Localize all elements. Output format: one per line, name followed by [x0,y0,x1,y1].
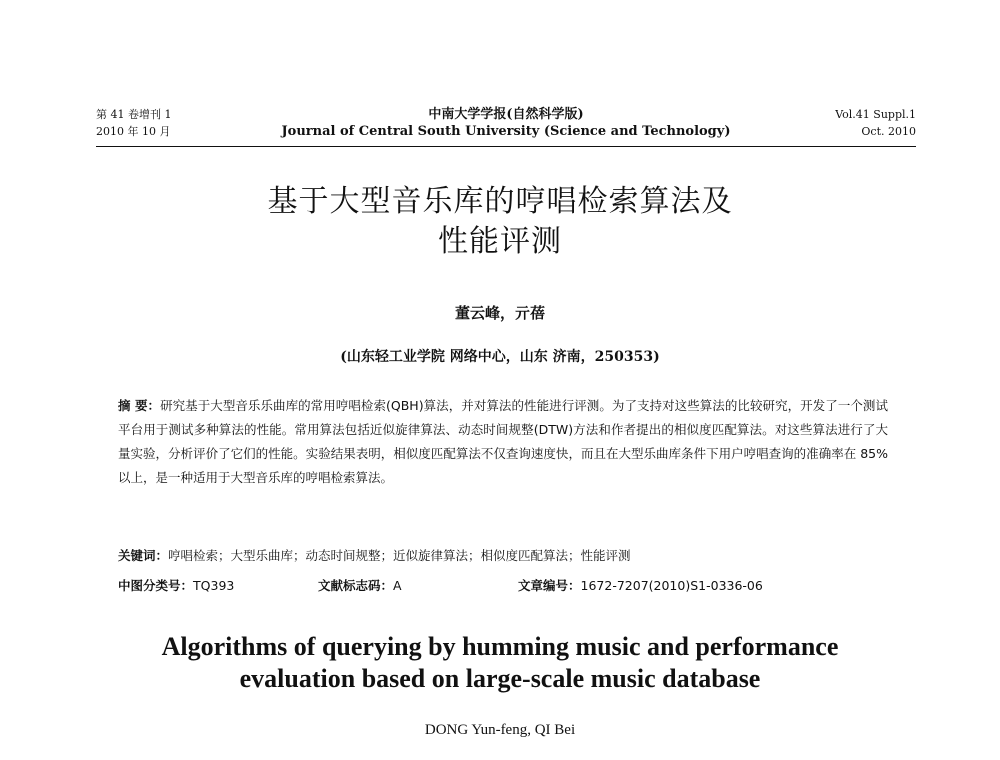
title-en-line2: evaluation based on large-scale music database [239,664,761,693]
article-value: 1672-7207(2010)S1-0336-06 [580,578,763,593]
doc-value: A [393,578,402,593]
article-number [518,574,763,598]
article-label: 文章编号： [518,578,581,593]
volume-en: Vol.41 Suppl.1 [835,108,916,121]
journal-name-en: Journal of Central South University (Science and Technology) [281,124,731,139]
abstract-label: 摘 要： [118,398,161,413]
clc-label: 中图分类号： [118,578,194,593]
affiliation-cn: (山东轻工业学院 网络中心，山东 济南，250353) [340,349,660,365]
header-divider [96,146,916,147]
paper-title-cn [0,182,1000,262]
header-right [835,106,916,140]
authors-en: DONG Yun-feng, QI Bei [424,722,576,738]
volume-cn: 第 41 卷增刊 1 [96,108,172,121]
document-code [318,574,402,598]
abstract-text: 研究基于大型音乐乐曲库的常用哼唱检索(QBH)算法，并对算法的性能进行评测。为了支持对这些算法的比较研究，开发了一个测试平台用于测试多种算法的性能。常用算法包括近似旋律算法、动态时间规整(DTW)方法和作者提出的相似度匹配算法。对这些算法进行了大量实验，分析评价了它们的性能。实验结果表明，相似度匹配算法不仅查询速度快，而且在大型乐曲库条件下用户哼唱查询的准确率在 85%以上，是一种适用于大型音乐库的哼唱检索算法。 [118,398,888,485]
running-header [96,106,916,148]
keywords-text: 哼唱检索；大型乐曲库；动态时间规整；近似旋律算法；相似度匹配算法；性能评测 [168,548,631,563]
clc-number [118,574,234,598]
abstract [118,394,888,490]
date-en: Oct. 2010 [861,125,916,138]
date-cn: 2010 年 10 月 [96,125,171,138]
title-cn-line2: 性能评测 [438,224,562,259]
authors-cn: 董云峰，亓蓓 [454,304,545,322]
title-en-line1: Algorithms of querying by humming music and performance [161,632,839,661]
classification-line [118,574,888,598]
title-cn-line1: 基于大型音乐库的哼唱检索算法及 [267,184,733,219]
clc-value: TQ393 [193,578,235,593]
keywords [118,544,888,568]
keywords-label: 关键词： [118,548,169,563]
header-center [96,106,916,140]
paper-title-en [0,631,1000,695]
journal-name-cn: 中南大学学报(自然科学版) [428,107,584,122]
doc-label: 文献标志码： [318,578,394,593]
